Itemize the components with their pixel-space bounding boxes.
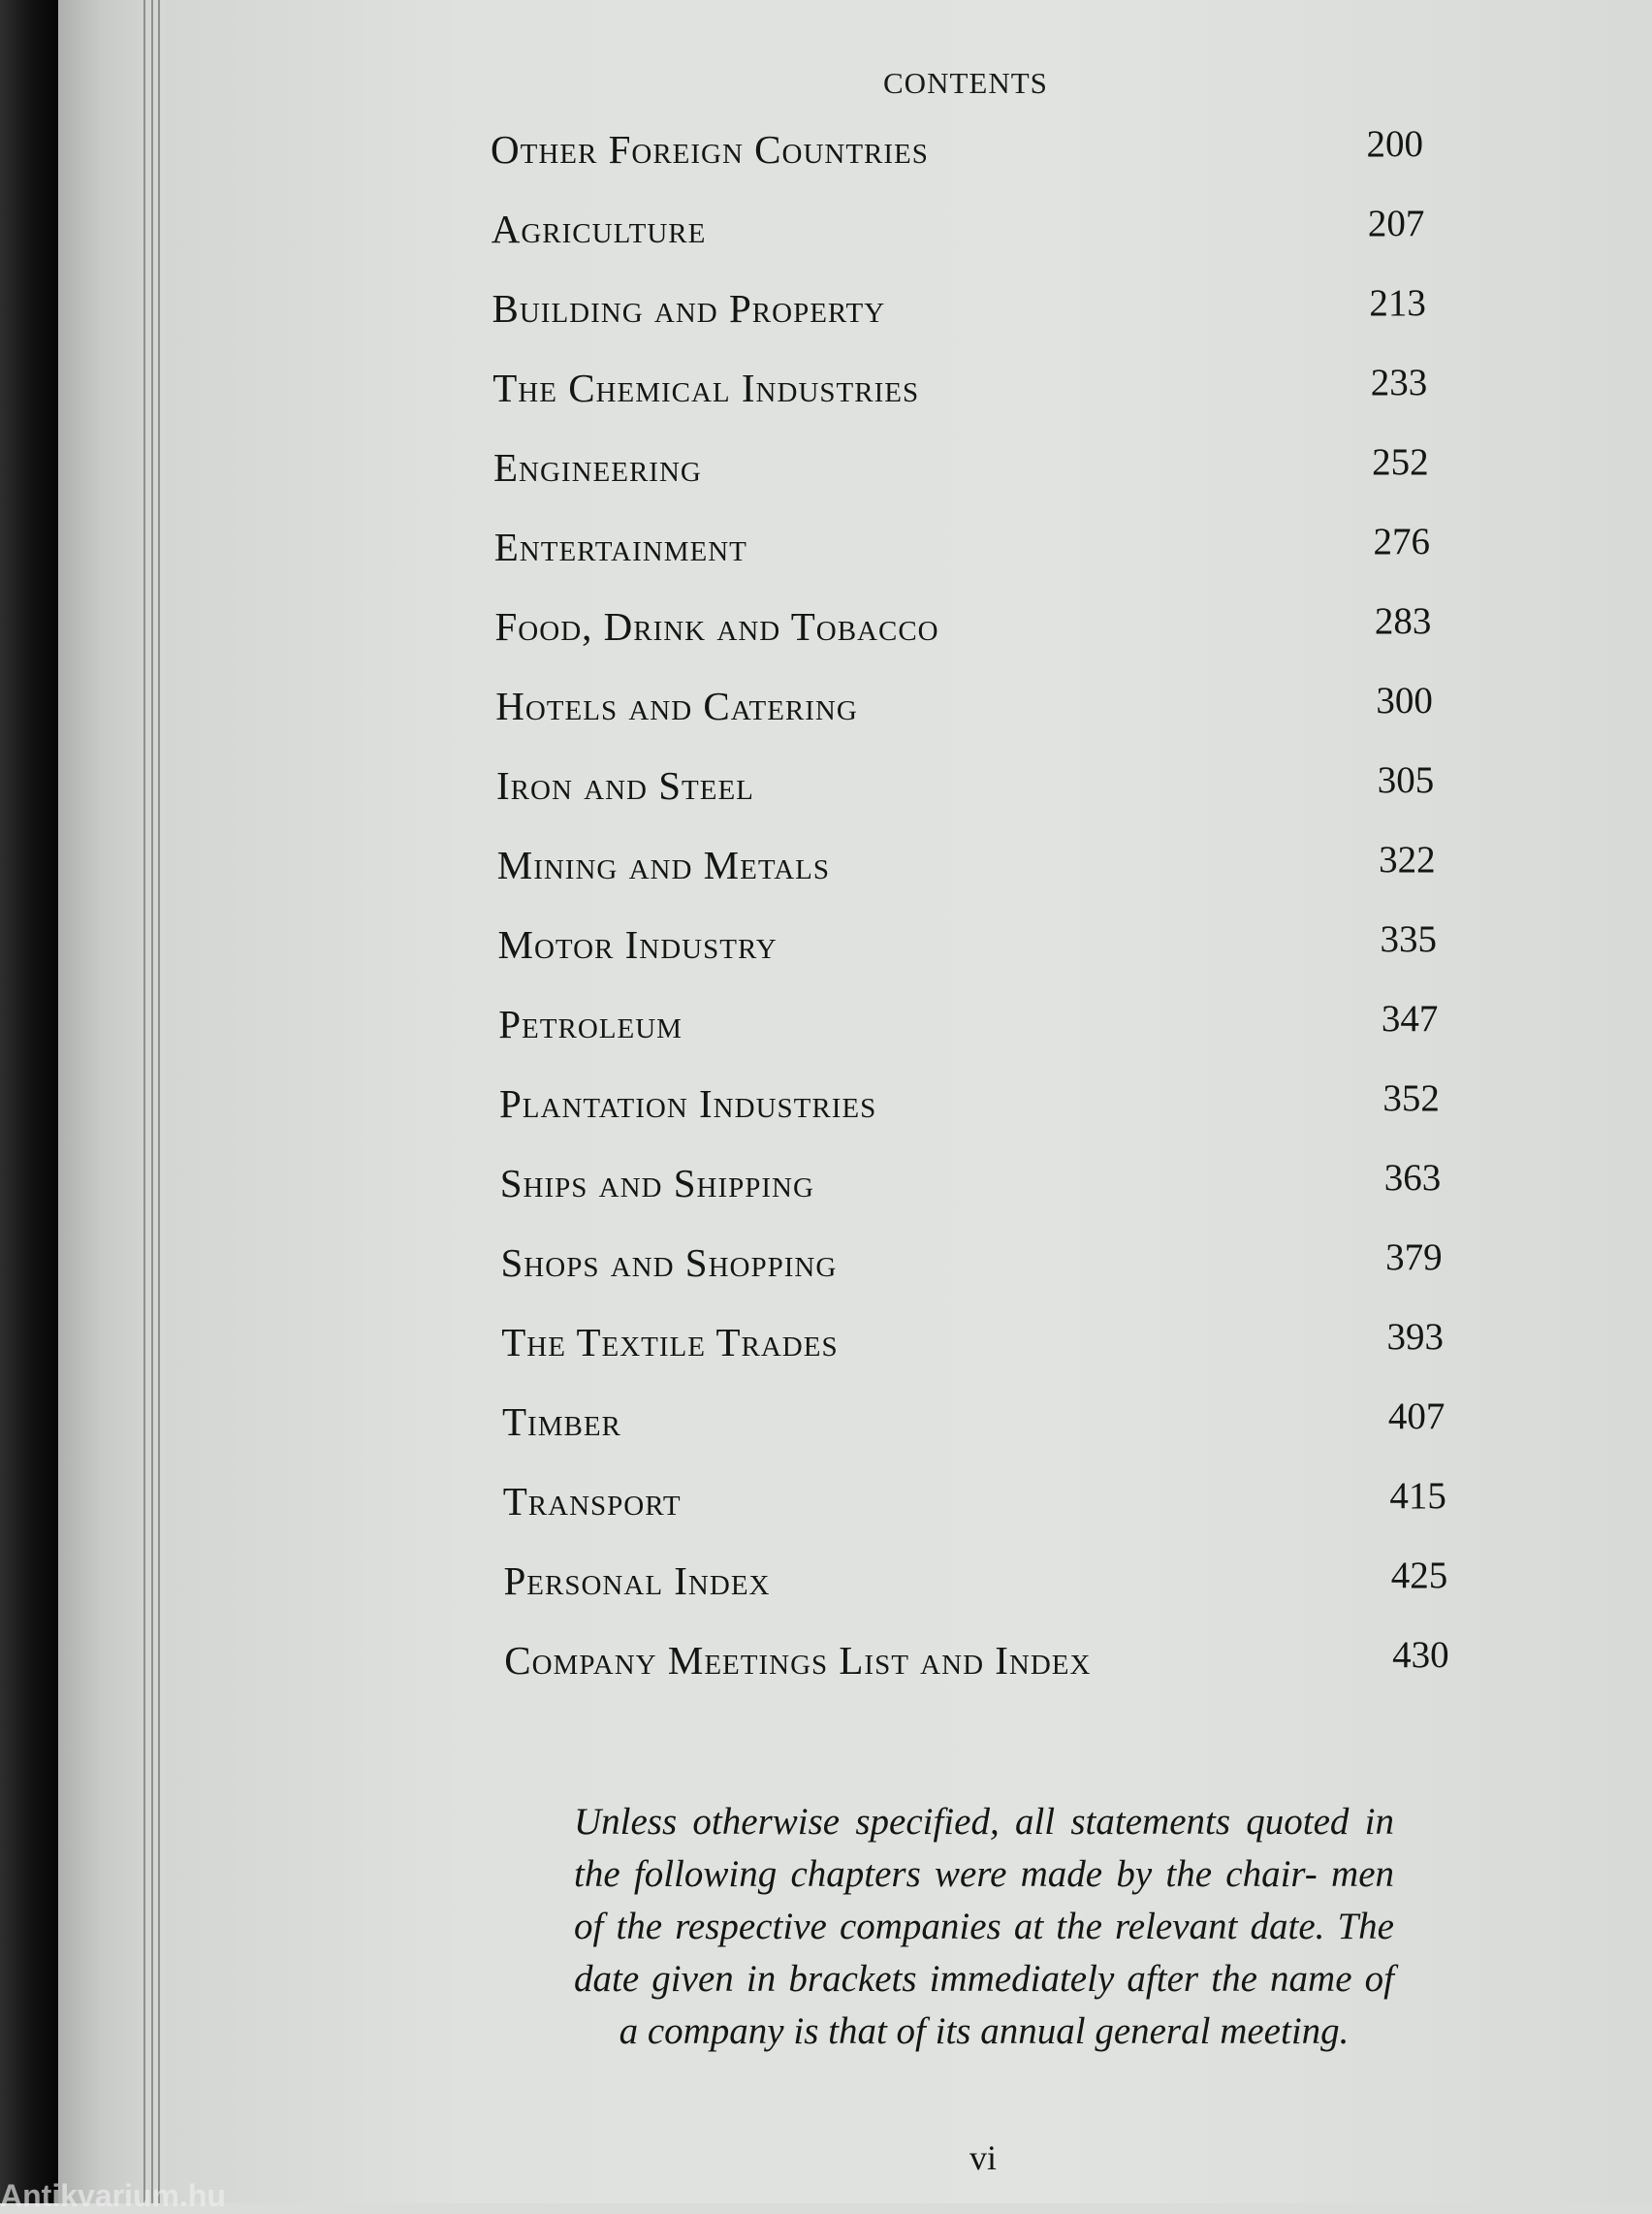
running-head: CONTENTS [883,66,1048,100]
toc-entry-title: Timber [502,1399,621,1444]
toc-entry-title: Plantation Industries [499,1081,877,1126]
toc-entry [491,1398,1450,1478]
toc-entry-page: 283 [1374,600,1432,642]
toc-entry [491,918,1450,1001]
book-spine [0,0,58,2203]
page-number: vi [969,2138,998,2177]
toc-entry-title: Motor Industry [497,922,778,967]
editorial-note: Unless otherwise specified, all statements quoted in the following chapters were made by the chair- men of the respective companies at the relevant date. The date given in brackets immediately after the name of a company is that of its annual general meeting. [574,1801,1394,2052]
toc-entry-title: Transport [502,1479,682,1524]
toc-entry [491,521,1450,603]
watermark: Antikvarium.hu [0,2178,226,2213]
page-edge-line [151,0,153,2203]
page-edge-line [158,0,160,2203]
toc-entry-page: 207 [1367,203,1425,244]
toc-entry [491,998,1450,1080]
toc-entry-page: 347 [1381,998,1439,1040]
toc-entry-title: Entertainment [493,525,747,569]
toc-entry [491,1557,1450,1637]
toc-entry-page: 415 [1389,1475,1446,1517]
toc-entry-page: 335 [1380,918,1437,960]
toc-entry-page: 300 [1376,680,1433,722]
toc-entry-title: Mining and Metals [496,843,831,887]
toc-entry-page: 379 [1385,1236,1443,1278]
toc-entry-page: 363 [1383,1157,1442,1199]
toc-entry-title: Other Foreign Countries [491,127,929,172]
toc-entry-title: Company Meetings List and Index [504,1638,1092,1683]
toc-entry-page: 425 [1390,1555,1448,1596]
toc-entry [491,759,1450,842]
toc-entry-title: Agriculture [491,207,707,251]
toc-entry-title: Petroleum [498,1002,683,1046]
page-gutter [58,0,165,2203]
toc-entry [491,1236,1450,1319]
toc-entry-page: 322 [1379,839,1436,881]
toc-entry-title: The Textile Trades [501,1320,839,1364]
toc-entry-page: 393 [1386,1316,1444,1358]
toc-entry [491,282,1450,365]
toc-entry-page: 200 [1366,123,1423,165]
toc-entry-page: 430 [1392,1634,1449,1676]
toc-entry [491,1634,1450,1717]
toc-entry-title: Engineering [493,445,702,490]
toc-entry [491,362,1450,444]
toc-entry [491,1077,1450,1160]
toc-entry [491,123,1450,206]
toc-entry-page: 233 [1370,362,1428,403]
toc-entry-page: 213 [1369,282,1426,324]
toc-entry-title: Iron and Steel [496,763,754,808]
toc-entry [491,680,1450,762]
page-edge-line [143,0,145,2203]
toc-entry-page: 407 [1387,1396,1446,1437]
toc-entry [491,1316,1450,1398]
toc-entry-page: 305 [1377,759,1435,801]
table-of-contents [491,123,1450,1717]
toc-entry-title: Building and Property [492,286,886,331]
toc-entry-title: Hotels and Catering [495,684,858,728]
toc-entry-page: 276 [1373,521,1430,562]
toc-entry [491,203,1450,285]
toc-entry-title: Food, Drink and Tobacco [494,604,939,649]
toc-entry-title: Ships and Shipping [499,1161,814,1205]
toc-entry [491,1475,1450,1557]
toc-entry [491,839,1450,921]
toc-entry [491,600,1450,683]
toc-entry-page: 252 [1372,441,1429,483]
toc-entry-page: 352 [1382,1077,1440,1119]
toc-entry-title: The Chemical Industries [492,366,920,410]
toc-entry-title: Shops and Shopping [500,1240,838,1285]
toc-entry [491,1157,1450,1239]
toc-entry [491,441,1450,524]
toc-entry-title: Personal Index [503,1558,771,1603]
